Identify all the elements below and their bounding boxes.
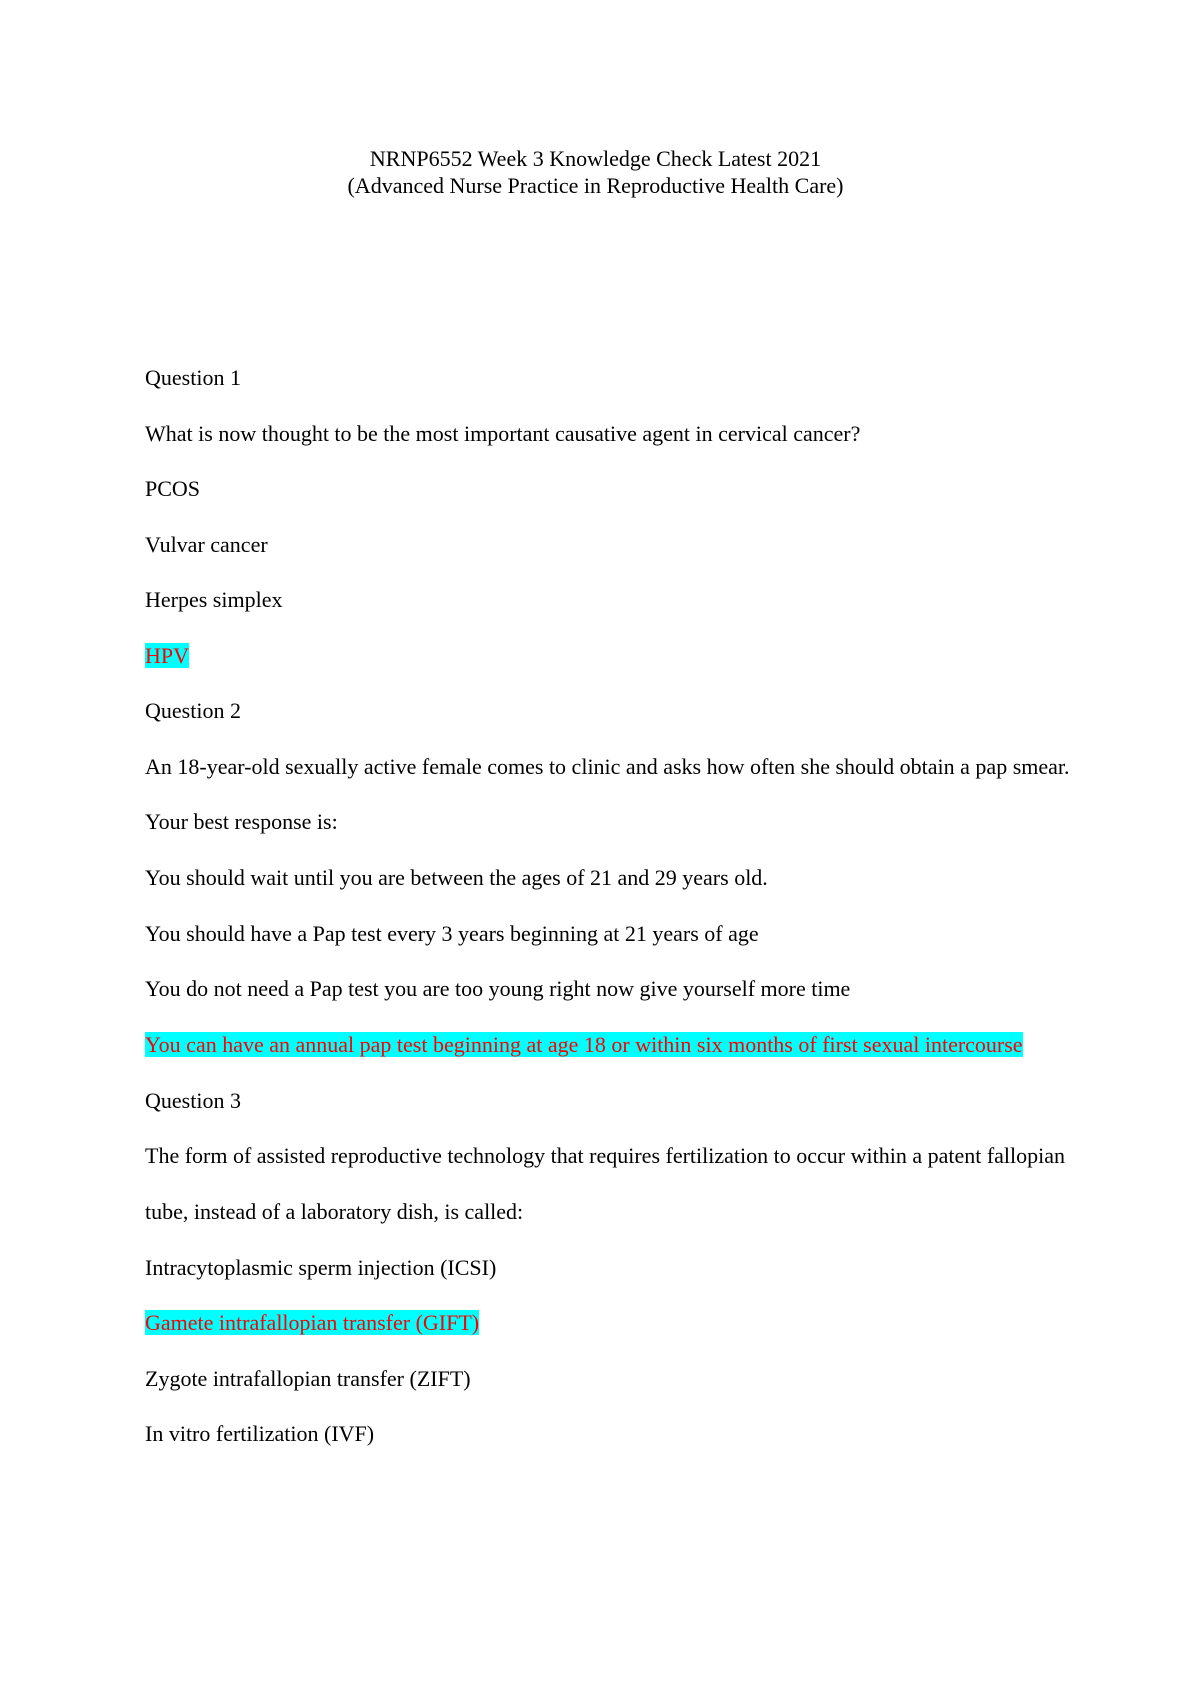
question-2-prompt: An 18-year-old sexually active female comes to clinic and asks how often she should obtain a pap smear. Your best response is: [145, 753, 1070, 834]
document-title [0, 145, 1191, 199]
question-1-option-1: PCOS [145, 476, 201, 501]
question-2-option-2: You should have a Pap test every 3 years beginning at 21 years of age [145, 920, 759, 946]
question-1-option-3: Herpes simplex [145, 587, 283, 612]
question-1-heading: Question 1 [145, 365, 241, 390]
question-3-heading: Question 3 [145, 1087, 241, 1113]
question-1-prompt: What is now thought to be the most important causative agent in cervical cancer? [145, 420, 861, 446]
question-list [145, 365, 1075, 1477]
question-1-answer-highlight: HPV [145, 642, 190, 668]
title-line-2: (Advanced Nurse Practice in Reproductive Health Care) [347, 173, 844, 198]
question-2-heading: Question 2 [145, 698, 241, 723]
question-2-option-3: You do not need a Pap test you are too young right now give yourself more time [145, 976, 851, 1001]
question-3-option-3: Zygote intrafallopian transfer (ZIFT) [145, 1365, 471, 1391]
question-2-option-1: You should wait until you are between the ages of 21 and 29 years old. [145, 865, 768, 890]
question-3-prompt: The form of assisted reproductive technology that requires fertilization to occur within a patent fallopian tube, instead of a laboratory dish, is called: [145, 1143, 1066, 1224]
question-1-option-4-wrap [145, 643, 1075, 668]
question-3-option-1: Intracytoplasmic sperm injection (ICSI) [145, 1254, 497, 1280]
question-1-option-2: Vulvar cancer [145, 531, 268, 557]
question-2-option-4-wrap [145, 1017, 1075, 1073]
question-3-option-4: In vitro fertilization (IVF) [145, 1421, 375, 1446]
question-3-answer-highlight: Gamete intrafallopian transfer (GIFT) [145, 1310, 480, 1335]
question-2-answer-highlight: You can have an annual pap test beginning at age 18 or within six months of first sexual intercourse [145, 1031, 1023, 1057]
question-3-option-2-wrap [145, 1310, 1075, 1335]
title-line-1: NRNP6552 Week 3 Knowledge Check Latest 2021 [369, 146, 822, 171]
